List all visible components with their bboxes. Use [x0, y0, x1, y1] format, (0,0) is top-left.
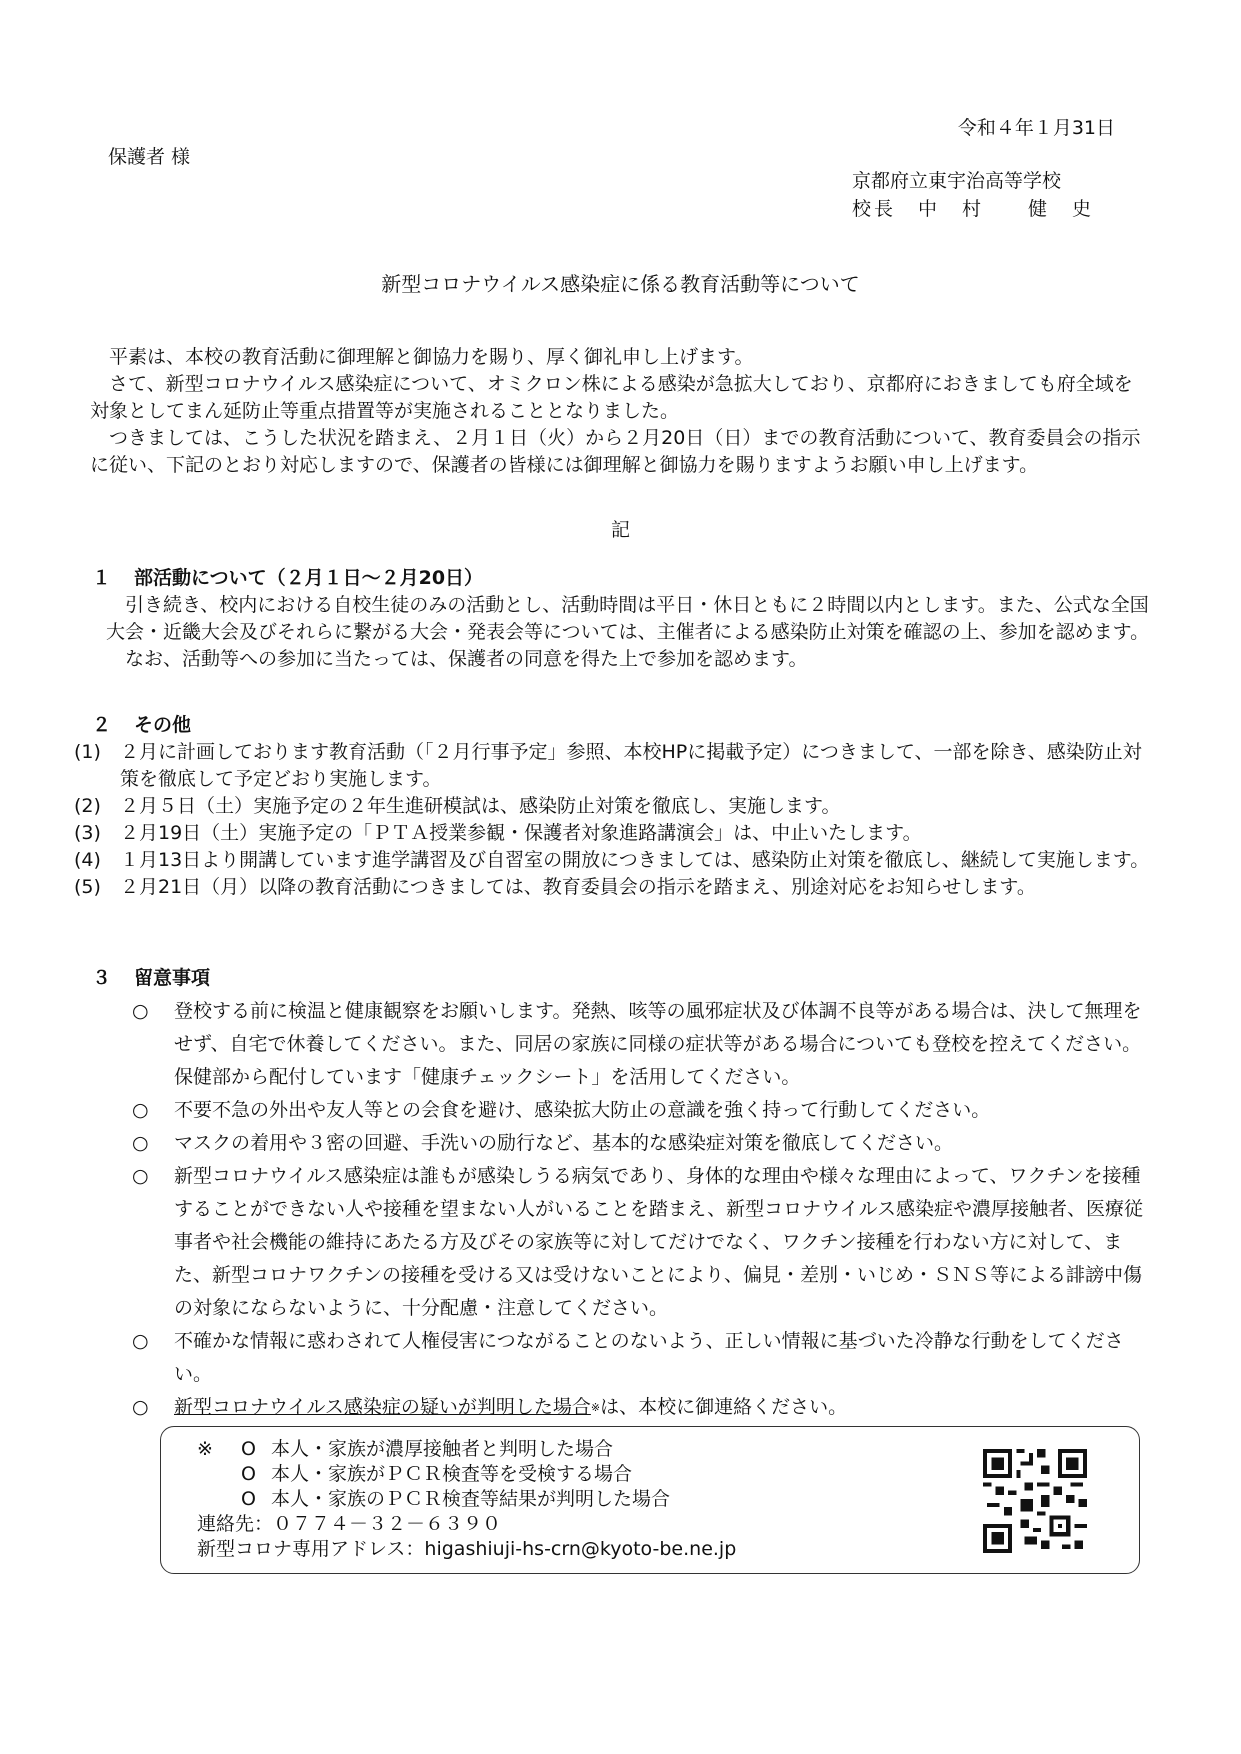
item-number: (3) — [74, 822, 101, 844]
circle-marker: O — [241, 1463, 256, 1485]
item-text: 不確かな情報に惑わされて人権侵害につながることのないよう、正しい情報に基づいた冷静な行動をしてください。 — [174, 1330, 1124, 1385]
bullet-circle: ○ — [132, 1132, 149, 1154]
item-text: ２月５日（土）実施予定の２年生進研模試は、感染防止対策を徹底し、実施します。 — [120, 795, 841, 817]
item-number: (5) — [74, 876, 101, 898]
list-item — [74, 739, 1152, 793]
intro-section — [90, 344, 1150, 479]
intro-paragraph: さて、新型コロナウイルス感染症について、オミクロン株による感染が急拡大しており、京都府におきましても府全域を対象としてまん延防止等重点措置等が実施されることとなりました。 — [90, 373, 1133, 422]
intro-paragraph: つきましては、こうした状況を踏まえ、２月１日（火）から２月20日（日）までの教育活動について、教育委員会の指示に従い、下記のとおり対応しますので、保護者の皆様には御理解と御協力を賜りますようお願い申し上げます。 — [90, 427, 1141, 476]
section-number: ２ — [92, 714, 112, 736]
list-item — [74, 820, 1152, 847]
list-item — [74, 847, 1152, 874]
principal-name: 校長 中 村 健 史 — [852, 198, 1095, 220]
contact-phone: 連絡先：０７７４－３２－６３９０ — [197, 1513, 502, 1535]
item-text: 不要不急の外出や友人等との会食を避け、感染拡大防止の意識を強く持って行動してください。 — [174, 1099, 991, 1121]
contact-email[interactable]: 新型コロナ専用アドレス：higashiuji-hs-crn@kyoto-be.ne.jp — [197, 1538, 737, 1560]
list-item — [92, 1160, 1152, 1325]
section-number: ３ — [92, 967, 112, 989]
section-heading — [92, 962, 1152, 995]
note-lines — [197, 1437, 736, 1562]
bullet-circle: ○ — [132, 1165, 149, 1187]
intro-paragraph: 平素は、本校の教育活動に御理解と御協力を賜り、厚く御礼申し上げます。 — [109, 346, 754, 368]
qr-code-icon[interactable] — [983, 1449, 1087, 1553]
bullet-circle: ○ — [132, 1000, 149, 1022]
list-item — [92, 1094, 1152, 1127]
section-heading — [92, 712, 1152, 739]
bullet-circle: ○ — [132, 1396, 149, 1418]
item-text-rest: は、本校に御連絡ください。 — [600, 1396, 848, 1418]
section-paragraph: 引き続き、校内における自校生徒のみの活動とし、活動時間は平日・休日ともに２時間以内とします。また、公式な全国大会・近畿大会及びそれらに繋がる大会・発表会等については、主催者による感染防止対策を確認の上、参加を認めます。 — [106, 594, 1150, 643]
list-item — [92, 995, 1152, 1094]
ki-marker: 記 — [610, 519, 630, 541]
note-case-row — [197, 1437, 736, 1462]
note-asterisk: ※ — [197, 1438, 213, 1460]
item-number: (1) — [74, 741, 101, 763]
item-number: (2) — [74, 795, 101, 817]
section-club-activities — [92, 565, 1152, 673]
item-number: (4) — [74, 849, 101, 871]
item-text: マスクの着用や３密の回避、手洗いの励行など、基本的な感染症対策を徹底してください。 — [174, 1132, 954, 1154]
note-case-row — [197, 1487, 736, 1512]
school-name: 京都府立東宇治高等学校 — [852, 170, 1062, 192]
item-text: ２月に計画しております教育活動（「２月行事予定」参照、本校HPに掲載予定）につきまして、一部を除き、感染防止対策を徹底して予定どおり実施します。 — [120, 741, 1142, 790]
document-date: 令和４年１月31日 — [957, 117, 1115, 139]
section-number: １ — [92, 567, 112, 589]
list-item — [92, 1127, 1152, 1160]
underlined-text: 新型コロナウイルス感染症の疑いが判明した場合 — [174, 1396, 591, 1418]
item-text: ２月19日（土）実施予定の「ＰＴＡ授業参観・保護者対象進路講演会」は、中止いたします。 — [120, 822, 922, 844]
section-other — [74, 712, 1152, 901]
section-heading — [92, 565, 1152, 592]
case-text: 本人・家族が濃厚接触者と判明した場合 — [271, 1438, 614, 1460]
document-title: 新型コロナウイルス感染症に係る教育活動等について — [381, 272, 860, 296]
bullet-circle: ○ — [132, 1099, 149, 1121]
section-title: 留意事項 — [134, 967, 211, 989]
list-item — [92, 1325, 1152, 1391]
list-item — [74, 874, 1152, 901]
addressee: 保護者 様 — [108, 146, 191, 168]
item-text: 登校する前に検温と健康観察をお願いします。発熱、咳等の風邪症状及び体調不良等がある場合は、決して無理をせず、自宅で休養してください。また、同居の家族に同様の症状等がある場合についても登校を控えてください。保健部から配付しています「健康チェックシート」を活用してください。 — [174, 1000, 1142, 1088]
item-text — [174, 1391, 1152, 1424]
case-text: 本人・家族がＰＣＲ検査等を受検する場合 — [271, 1463, 633, 1485]
circle-marker: O — [241, 1488, 256, 1510]
section-notes — [92, 962, 1152, 1424]
item-text: ２月21日（月）以降の教育活動につきましては、教育委員会の指示を踏まえ、別途対応をお知らせします。 — [120, 876, 1036, 898]
circle-marker: O — [241, 1438, 256, 1460]
note-reference: ※ — [590, 1401, 601, 1414]
list-item — [92, 1391, 1152, 1424]
case-text: 本人・家族のＰＣＲ検査等結果が判明した場合 — [271, 1488, 671, 1510]
item-text: 新型コロナウイルス感染症は誰もが感染しうる病気であり、身体的な理由や様々な理由によって、ワクチンを接種することができない人や接種を望まない人がいることを踏まえ、新型コロナウイルス感染症や濃厚接触者、医療従事者や社会機能の維持にあたる方及びその家族等に対してだけでなく、ワクチン接種を行わない方に対して、また、新型コロナワクチンの接種を受ける又は受けないことにより、偏見・差別・いじめ・ＳＮＳ等による誹謗中傷の対象にならないように、十分配慮・注意してください。 — [174, 1165, 1144, 1319]
list-item — [74, 793, 1152, 820]
note-case-row — [197, 1462, 736, 1487]
section-title: 部活動について（２月１日～２月20日） — [134, 567, 484, 589]
section-paragraph: なお、活動等への参加に当たっては、保護者の同意を得た上で参加を認めます。 — [125, 648, 808, 670]
section-title: その他 — [134, 714, 192, 736]
contact-note-box — [160, 1426, 1140, 1574]
item-text: １月13日より開講しています進学講習及び自習室の開放につきましては、感染防止対策を徹底し、継続して実施します。 — [120, 849, 1150, 871]
bullet-circle: ○ — [132, 1330, 149, 1352]
